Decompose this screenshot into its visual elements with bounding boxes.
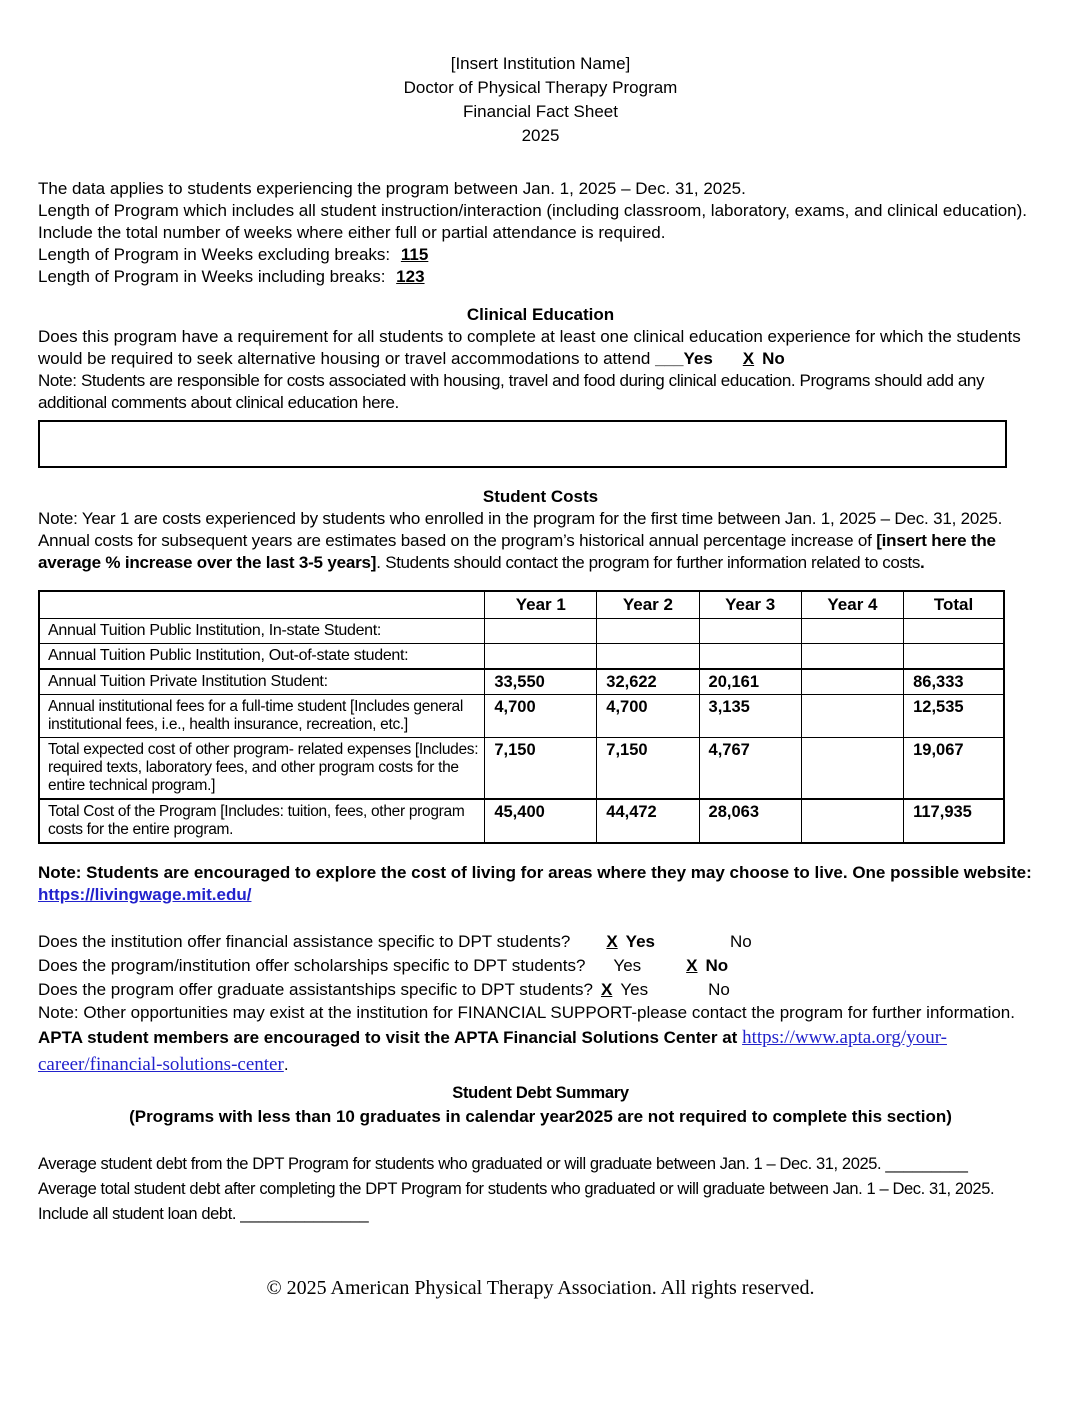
include-loan-debt-text: Include all student loan debt. bbox=[38, 1205, 237, 1223]
table-cell[interactable]: 45,400 bbox=[485, 799, 597, 843]
table-cell[interactable] bbox=[485, 619, 597, 644]
row-tuition-private bbox=[39, 669, 1004, 695]
cost-of-living-note: Note: Students are encouraged to explore the cost of living for areas where they may choose to live. One possible website: bbox=[38, 863, 1032, 882]
weeks-excluding-breaks-line bbox=[38, 244, 1043, 266]
table-cell[interactable]: 33,550 bbox=[485, 669, 597, 695]
table-cell[interactable]: 20,161 bbox=[699, 669, 801, 695]
apta-solutions-link[interactable]: https://www.apta.org/your-career/financial-solutions-center bbox=[38, 1027, 947, 1075]
clinical-yes-blank[interactable]: ___ bbox=[655, 349, 684, 368]
student-costs-note-contact: Students should contact the program for further information related to costs bbox=[385, 553, 920, 572]
table-cell[interactable] bbox=[801, 799, 903, 843]
table-cell[interactable] bbox=[801, 695, 903, 738]
clinical-travel-question-text: Does this program have a requirement for all students to complete at least one clinical education experience for which the students would be required to seek alternative housing or travel accommodations to attend bbox=[38, 327, 1021, 368]
table-header-total: Total bbox=[904, 591, 1004, 619]
average-total-debt-text: Average total student debt after completing the DPT Program for students who graduated or will graduate between Jan. 1 – Dec. 31, 2025. bbox=[38, 1180, 995, 1198]
q3-yes-mark[interactable]: X bbox=[601, 980, 613, 999]
table-cell[interactable] bbox=[597, 619, 699, 644]
row-label: Annual Tuition Public Institution, Out-of-state student: bbox=[39, 644, 485, 670]
table-header-year4: Year 4 bbox=[801, 591, 903, 619]
institution-name-placeholder: [Insert Institution Name] bbox=[450, 54, 631, 73]
student-costs-heading: Student Costs bbox=[482, 487, 599, 506]
q3-no-label[interactable]: No bbox=[708, 980, 730, 999]
table-cell[interactable]: 86,333 bbox=[904, 669, 1004, 695]
clinical-education-heading: Clinical Education bbox=[466, 305, 615, 324]
question-text: Does the program offer graduate assistantships specific to DPT students? bbox=[38, 980, 593, 999]
table-cell[interactable] bbox=[904, 644, 1004, 670]
data-period-text: The data applies to students experiencing the program between Jan. 1, 2025 – Dec. 31, 2025. bbox=[38, 179, 746, 198]
clinical-travel-question bbox=[38, 326, 1043, 370]
table-cell[interactable] bbox=[801, 669, 903, 695]
document-year: 2025 bbox=[521, 126, 560, 145]
average-debt-blank[interactable]: _________ bbox=[885, 1155, 968, 1173]
table-cell[interactable]: 32,622 bbox=[597, 669, 699, 695]
table-header-year1: Year 1 bbox=[485, 591, 597, 619]
table-cell[interactable]: 12,535 bbox=[904, 695, 1004, 738]
row-institutional-fees bbox=[39, 695, 1004, 738]
other-opportunities-note: Note: Other opportunities may exist at the institution for FINANCIAL SUPPORT-please contact the program for further information. bbox=[38, 1003, 1015, 1022]
q2-yes-label[interactable]: Yes bbox=[613, 956, 642, 975]
table-cell[interactable]: 7,150 bbox=[485, 738, 597, 800]
table-cell[interactable] bbox=[485, 644, 597, 670]
student-debt-section bbox=[38, 1152, 1043, 1227]
financial-assistance-question bbox=[38, 930, 1043, 954]
q3-yes-label: Yes bbox=[620, 980, 649, 999]
q1-no-label[interactable]: No bbox=[729, 932, 752, 951]
table-cell[interactable]: 28,063 bbox=[699, 799, 801, 843]
table-header-blank bbox=[39, 591, 485, 619]
apta-solutions-text: APTA student members are encouraged to visit the APTA Financial Solutions Center at bbox=[38, 1028, 743, 1047]
table-cell[interactable] bbox=[801, 619, 903, 644]
row-label: Total Cost of the Program [Includes: tuition, fees, other program costs for the entire program. bbox=[39, 799, 485, 843]
table-header-year2: Year 2 bbox=[597, 591, 699, 619]
document-title-block bbox=[38, 52, 1043, 148]
apta-solutions-line bbox=[38, 1024, 1043, 1078]
table-cell[interactable] bbox=[699, 644, 801, 670]
q2-no-mark[interactable]: X bbox=[686, 956, 698, 975]
table-cell[interactable] bbox=[801, 738, 903, 800]
scholarships-question bbox=[38, 954, 1043, 978]
row-label: Annual institutional fees for a full-time student [Includes general institutional fees, i.e., health insurance, recreation, etc.] bbox=[39, 695, 485, 738]
table-cell[interactable]: 3,135 bbox=[699, 695, 801, 738]
intro-section bbox=[38, 178, 1043, 288]
weeks-excluding-breaks-value[interactable]: 115 bbox=[400, 245, 429, 264]
student-costs-note-insert: [insert here the average % increase over the last 3-5 years] bbox=[38, 531, 996, 572]
clinical-no-mark[interactable]: X bbox=[742, 349, 755, 368]
table-header-year3: Year 3 bbox=[699, 591, 801, 619]
program-length-description: Length of Program which includes all student instruction/interaction (including classroom, laboratory, exams, and clinical education). Include the total number of weeks where either full or partial attendance is required. bbox=[38, 201, 1028, 242]
row-tuition-public-out-of-state bbox=[39, 644, 1004, 670]
q1-yes-label: Yes bbox=[625, 932, 655, 951]
average-total-debt-line bbox=[38, 1177, 1043, 1227]
clinical-comments-box[interactable] bbox=[38, 420, 1007, 468]
copyright-footer: © 2025 American Physical Therapy Association. All rights reserved. bbox=[266, 1277, 815, 1299]
average-total-debt-blank[interactable]: ______________ bbox=[240, 1205, 369, 1223]
q1-yes-mark[interactable]: X bbox=[606, 932, 618, 951]
table-cell[interactable]: 117,935 bbox=[904, 799, 1004, 843]
student-costs-note-separator: . bbox=[376, 553, 386, 572]
table-cell[interactable]: 4,700 bbox=[485, 695, 597, 738]
question-text: Does the institution offer financial assistance specific to DPT students? bbox=[38, 932, 571, 951]
student-costs-table bbox=[38, 590, 1005, 844]
living-wage-link[interactable]: https://livingwage.mit.edu/ bbox=[38, 885, 252, 904]
average-debt-line bbox=[38, 1152, 1043, 1177]
row-total-program-cost bbox=[39, 799, 1004, 843]
clinical-education-note: Note: Students are responsible for costs associated with housing, travel and food during clinical education. Programs should add any additional comments about clinical education here. bbox=[38, 371, 985, 412]
table-cell[interactable] bbox=[904, 619, 1004, 644]
apta-solutions-period: . bbox=[283, 1055, 289, 1074]
table-cell[interactable]: 44,472 bbox=[597, 799, 699, 843]
student-costs-note-period: . bbox=[919, 553, 925, 572]
row-other-program-expenses bbox=[39, 738, 1004, 800]
row-label: Total expected cost of other program- related expenses [Includes: required texts, laboratory fees, and other program costs for the entire technical program.] bbox=[39, 738, 485, 800]
weeks-excluding-breaks-label: Length of Program in Weeks excluding breaks: bbox=[38, 245, 391, 264]
table-cell[interactable] bbox=[699, 619, 801, 644]
question-text: Does the program/institution offer scholarships specific to DPT students? bbox=[38, 956, 586, 975]
table-cell[interactable]: 4,700 bbox=[597, 695, 699, 738]
living-wage-link-line bbox=[38, 884, 1043, 906]
q2-no-label: No bbox=[705, 956, 729, 975]
student-costs-note-text: Note: Year 1 are costs experienced by students who enrolled in the program for the first time between Jan. 1, 2025 – Dec. 31, 2025. Annual costs for subsequent years are estimates based on the program’s historical annual percentage increase of bbox=[38, 509, 1003, 550]
table-cell[interactable] bbox=[597, 644, 699, 670]
financial-assistance-section bbox=[38, 930, 1043, 1078]
student-debt-summary-subheading: (Programs with less than 10 graduates in calendar year2025 are not required to complete this section) bbox=[129, 1107, 952, 1126]
row-label: Annual Tuition Public Institution, In-state Student: bbox=[39, 619, 485, 644]
average-debt-text: Average student debt from the DPT Program for students who graduated or will graduate between Jan. 1 – Dec. 31, 2025. bbox=[38, 1155, 882, 1173]
document-title: Financial Fact Sheet bbox=[463, 102, 618, 121]
table-cell[interactable] bbox=[801, 644, 903, 670]
table-header-row bbox=[39, 591, 1004, 619]
student-debt-summary-heading: Student Debt Summary bbox=[452, 1084, 629, 1102]
clinical-yes-label: Yes bbox=[683, 349, 713, 368]
assistantships-question bbox=[38, 978, 1043, 1002]
clinical-no-label: No bbox=[762, 349, 785, 368]
table-cell[interactable]: 19,067 bbox=[904, 738, 1004, 800]
weeks-including-breaks-label: Length of Program in Weeks including breaks: bbox=[38, 267, 386, 286]
table-cell[interactable]: 7,150 bbox=[597, 738, 699, 800]
weeks-including-breaks-line bbox=[38, 266, 1043, 288]
row-label: Annual Tuition Private Institution Student: bbox=[39, 669, 485, 695]
table-cell[interactable]: 4,767 bbox=[699, 738, 801, 800]
row-tuition-public-in-state bbox=[39, 619, 1004, 644]
weeks-including-breaks-value[interactable]: 123 bbox=[396, 267, 425, 286]
student-costs-note bbox=[38, 508, 1043, 574]
program-name: Doctor of Physical Therapy Program bbox=[403, 78, 678, 97]
